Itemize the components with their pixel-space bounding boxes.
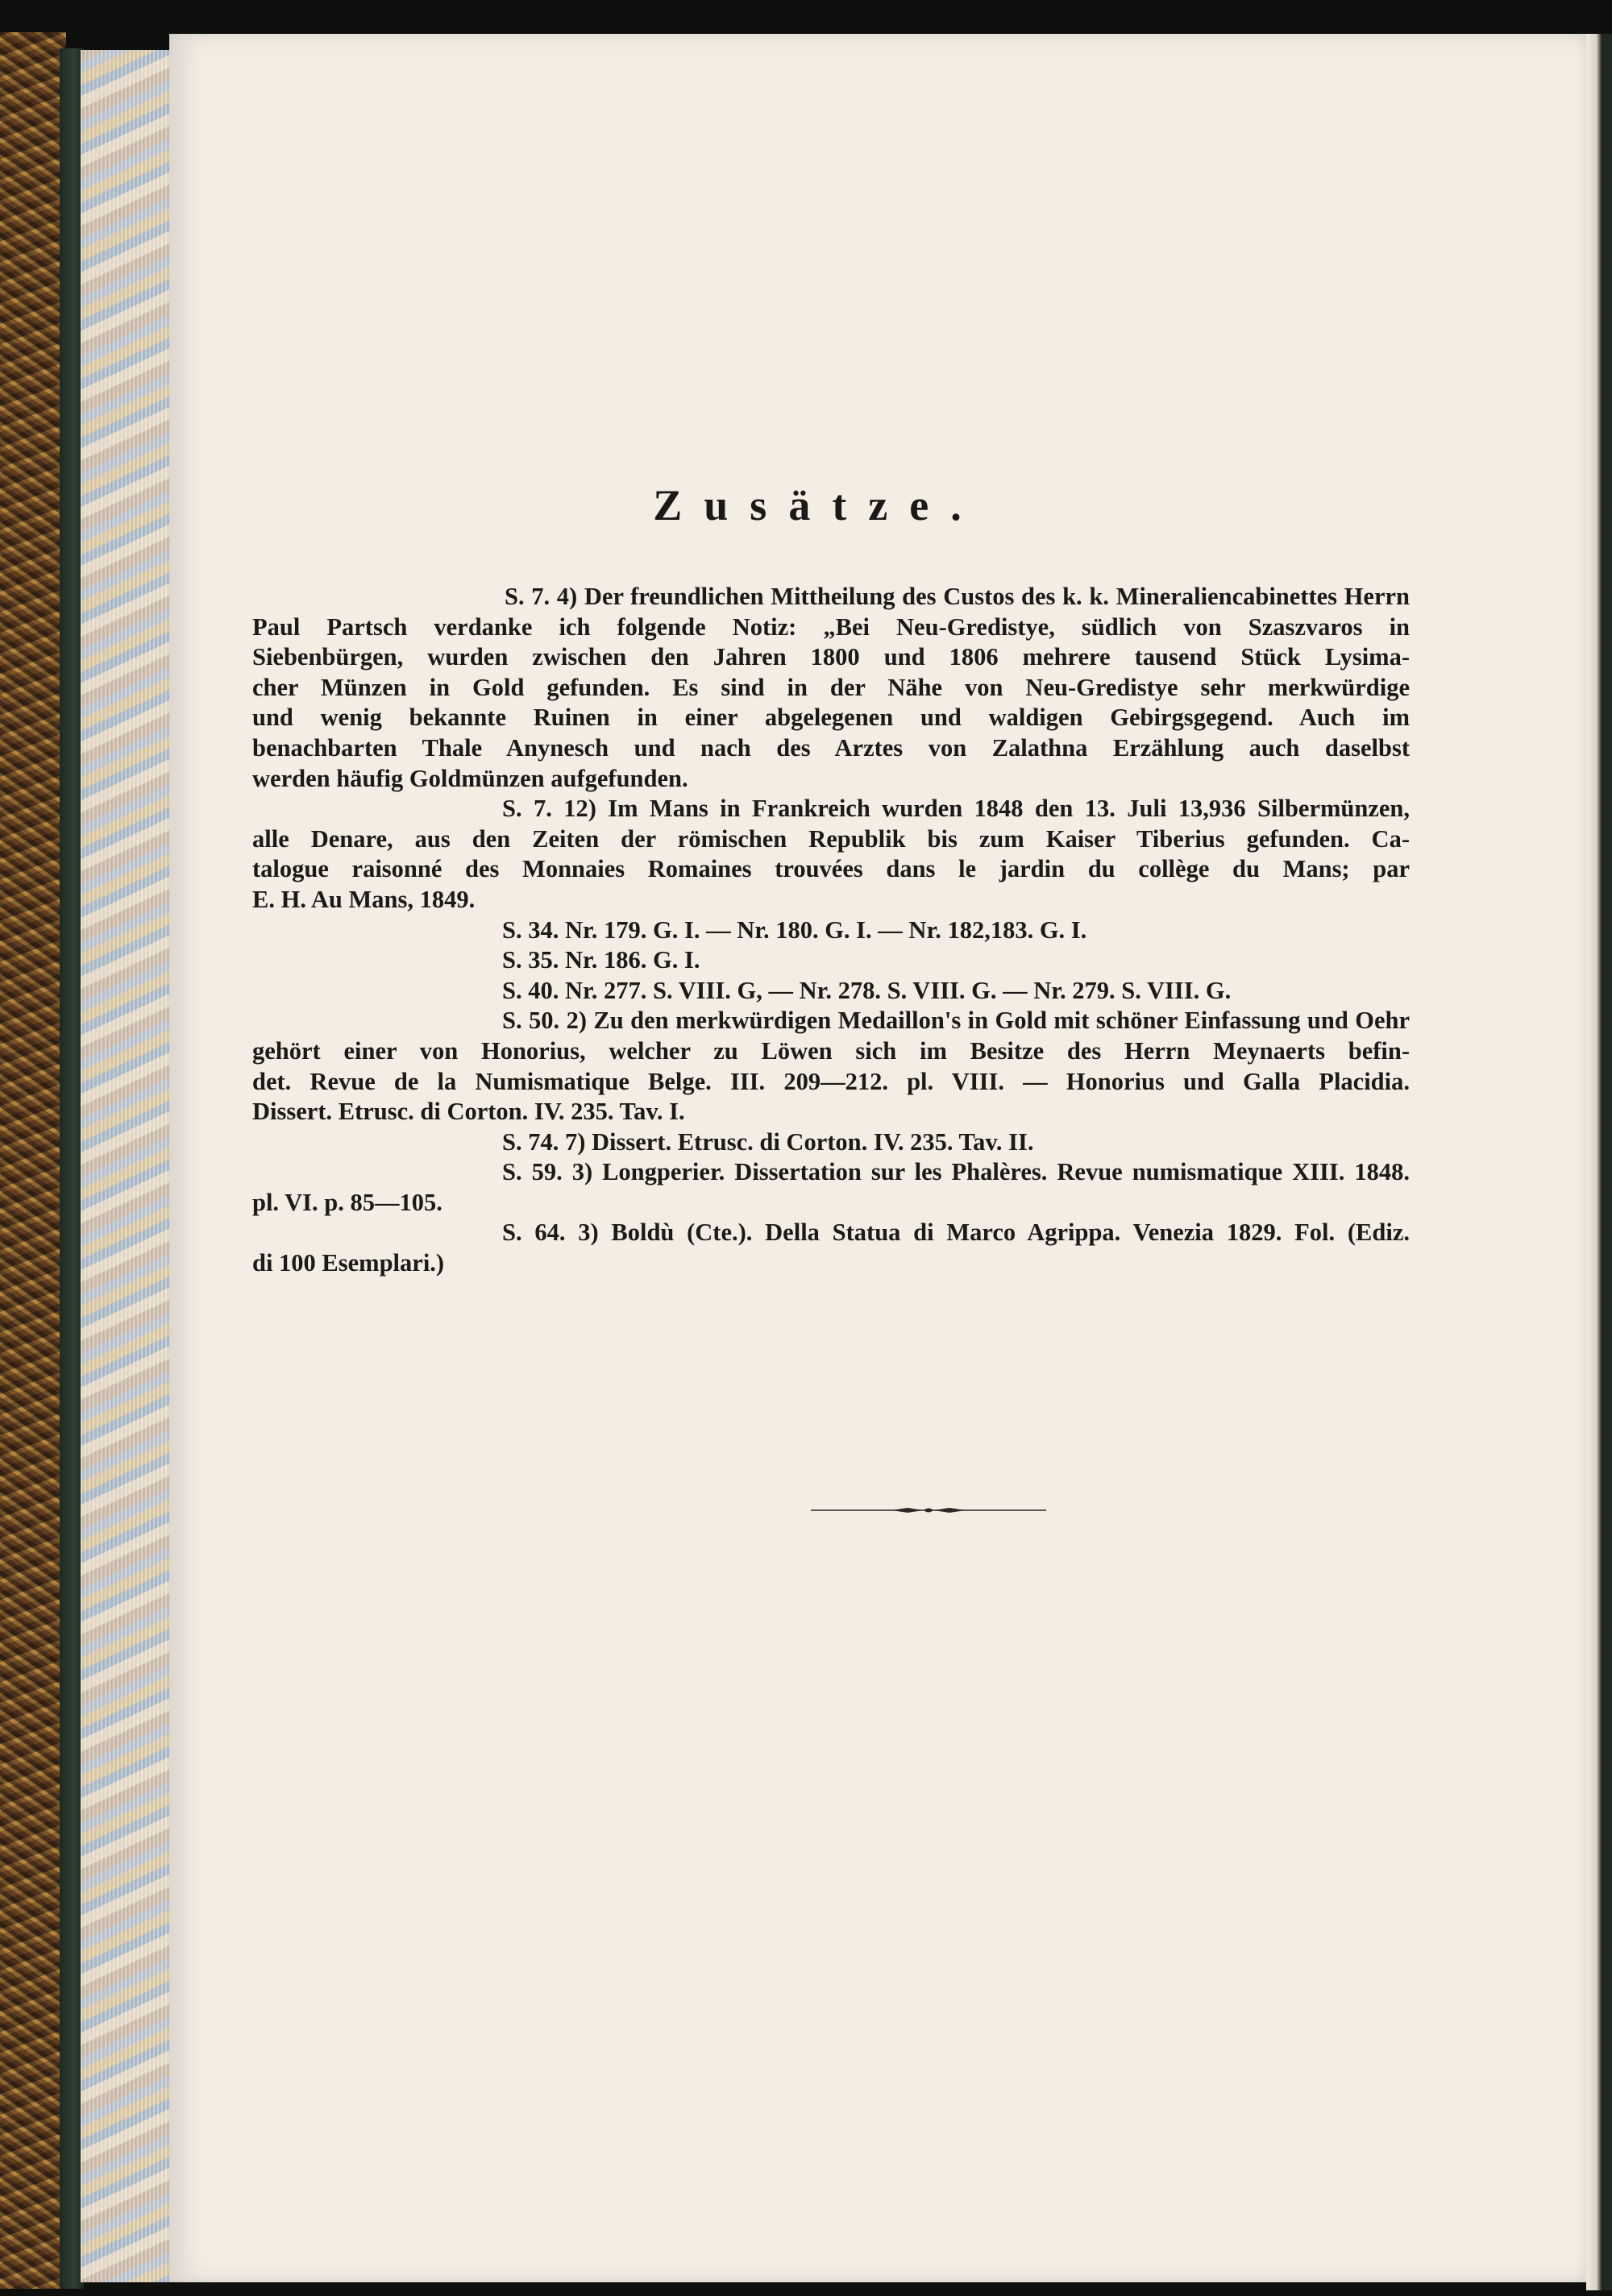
text-line: cher Münzen in Gold gefunden. Es sind in der Nähe von Neu-Gredistye sehr merkwürdige <box>252 673 1410 701</box>
text-line: E. H. Au Mans, 1849. <box>252 885 476 913</box>
text-line: S. 59. 3) Longperier. Dissertation sur les Phalères. Revue numismatique XIII. 1848. <box>502 1158 1410 1186</box>
text-line: Dissert. Etrusc. di Corton. IV. 235. Tav. I. <box>252 1098 685 1126</box>
text-line: S. 40. Nr. 277. S. VIII. G, — Nr. 278. S. VIII. G. — Nr. 279. S. VIII. G. <box>502 976 1232 1004</box>
text-line: Paul Partsch verdanke ich folgende Notiz: „Bei Neu-Gredistye, südlich von Szaszvaros in <box>252 612 1410 641</box>
text-line: pl. VI. p. 85—105. <box>252 1188 442 1216</box>
text-line: S. 34. Nr. 179. G. I. — Nr. 180. G. I. — Nr. 182,183. G. I. <box>502 915 1087 944</box>
text-line: det. Revue de la Numismatique Belge. III. 209—212. pl. VIII. — Honorius und Galla Placidia. <box>252 1067 1410 1095</box>
marbled-cover <box>0 32 66 2289</box>
text-line: gehört einer von Honorius, welcher zu Löwen sich im Besitze des Herrn Meynaerts befin- <box>252 1036 1410 1065</box>
page-title: Zusätze. <box>653 481 983 529</box>
text-line: S. 7. 12) Im Mans in Frankreich wurden 1848 den 13. Juli 13,936 Silbermünzen, <box>502 795 1410 823</box>
text-line: di 100 Esemplari.) <box>252 1249 445 1277</box>
text-line: Siebenbürgen, wurden zwischen den Jahren 1800 und 1806 mehrere tausend Stück Lysima- <box>252 643 1410 671</box>
text-line: S. 50. 2) Zu den merkwürdigen Medaillon's in Gold mit schöner Einfassung und Oehr <box>502 1007 1410 1035</box>
next-page-edge <box>1586 34 1612 2290</box>
text-line: S. 35. Nr. 186. G. I. <box>502 946 700 974</box>
text-line: werden häufig Goldmünzen aufgefunden. <box>252 764 688 792</box>
text-line: S. 7. 4) Der freundlichen Mittheilung des Custos des k. k. Mineraliencabinettes Herrn <box>505 583 1410 610</box>
page-block-edges <box>81 50 169 2282</box>
text-line: und wenig bekannte Ruinen in einer abgelegenen und waldigen Gebirgsgegend. Auch im <box>252 704 1410 732</box>
text-line: S. 64. 3) Boldù (Cte.). Della Statua di Marco Agrippa. Venezia 1829. Fol. (Ediz. <box>502 1219 1410 1247</box>
text-line: alle Denare, aus den Zeiten der römischen Republik bis zum Kaiser Tiberius gefunden. Ca- <box>252 824 1410 853</box>
text-line: S. 74. 7) Dissert. Etrusc. di Corton. IV. 235. Tav. II. <box>502 1127 1034 1156</box>
text-line: benachbarten Thale Anynesch und nach des Arztes von Zalathna Erzählung auch daselbst <box>252 733 1410 762</box>
decorative-rule <box>811 1506 1046 1514</box>
text-line: talogue raisonné des Monnaies Romaines trouvées dans le jardin du collège du Mans; par <box>252 855 1410 883</box>
addenda-text <box>252 582 1410 1279</box>
